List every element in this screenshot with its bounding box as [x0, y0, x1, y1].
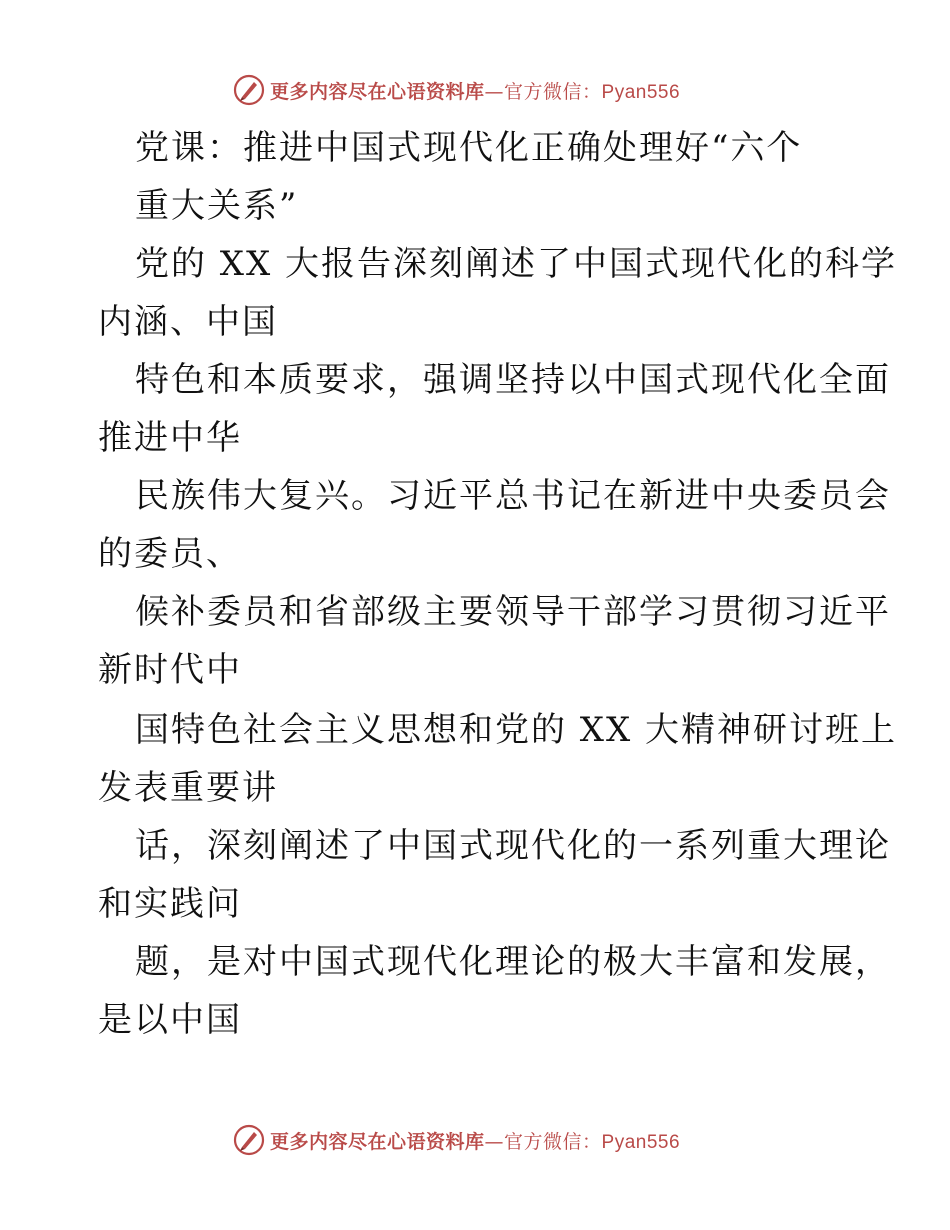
banner-main-text: 更多内容尽在心语资料库 [270, 80, 485, 103]
header-banner [232, 70, 680, 110]
text-line: 话，深刻阐述了中国式现代化的一系列重大理论 [135, 826, 891, 866]
banner-wechat-id: Pyan556 [601, 81, 681, 103]
banner-dash: — [484, 1130, 505, 1153]
text-line: 特色和本质要求，强调坚持以中国式现代化全面 [135, 360, 891, 400]
banner-official-text: 官方微信： [504, 1130, 602, 1153]
text-line: 的委员、 [98, 534, 242, 574]
text-line: 新时代中 [98, 650, 242, 690]
text-line: 候补委员和省部级主要领导干部学习贯彻习近平 [135, 592, 891, 632]
pen-logo-icon [232, 73, 266, 107]
text-line: 推进中华 [98, 418, 242, 458]
pen-logo-icon [232, 1123, 266, 1157]
banner-wechat-id: Pyan556 [601, 1131, 681, 1153]
footer-banner [232, 1120, 680, 1160]
text-line: 国特色社会主义思想和党的 XX 大精神研讨班上 [135, 710, 898, 750]
text-line: 内涵、中国 [98, 302, 278, 342]
title-line-1: 党课：推进中国式现代化正确处理好“六个 [135, 128, 803, 168]
text-line: 党的 XX 大报告深刻阐述了中国式现代化的科学 [135, 244, 898, 284]
text-line: 民族伟大复兴。习近平总书记在新进中央委员会 [135, 476, 891, 516]
banner-main-text: 更多内容尽在心语资料库 [270, 1130, 485, 1153]
text-line: 题，是对中国式现代化理论的极大丰富和发展， [135, 942, 891, 982]
title-line-2: 重大关系” [135, 186, 299, 226]
text-line: 发表重要讲 [98, 768, 278, 808]
text-line: 是以中国 [98, 1000, 242, 1040]
text-line: 和实践问 [98, 884, 242, 924]
banner-official-text: 官方微信： [504, 80, 602, 103]
banner-dash: — [484, 80, 505, 103]
